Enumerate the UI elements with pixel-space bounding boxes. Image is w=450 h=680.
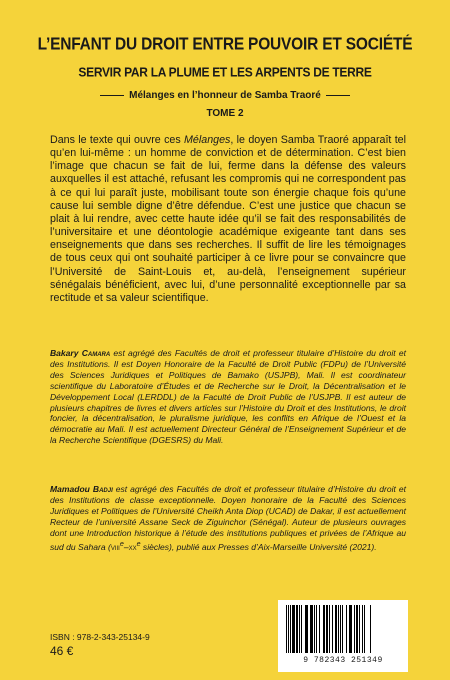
century-sup-1: e — [119, 539, 124, 548]
barcode — [278, 600, 408, 672]
century-end: xx — [128, 541, 137, 552]
intro-paragraph — [50, 134, 406, 305]
barcode-bar — [371, 605, 372, 653]
right-rule — [326, 95, 350, 96]
century-start: viii — [110, 541, 120, 552]
author-first-name: Bakary — [50, 348, 79, 358]
intro-text-rest: , le doyen Samba Traoré apparaît tel qu’en lui-même : un homme de conviction et de détermination. C’est bien l’image que chacun se fait de lui, ferme dans la défense des valeurs auxquelles il est attaché, refusant les compromis qui ne correspondent pas à ce qui lui paraît juste, mobilisant toute son énergie chaque fois qu’une cause lui semble digne d’être défendue. C’est une justice que chacun se plait à lui rendre, avec cette haute idée qu’il se fait des responsabilités de l’universitaire et une déontologie académique exigeante tant dans ses enseignements que dans ses recherches. Il suffit de lire les témoignages de tous ceux qui ont souhaité participer à ce livre pour se convaincre que l’Université de Saint-Louis et, au-delà, l’enseignement supérieur sénégalais bénéficient, avec lui, d’une personnalité exceptionnelle par sa rectitude et sa valeur scientifique. — [50, 134, 406, 304]
price-text: 46 € — [50, 644, 74, 658]
intro-text-start: Dans le texte qui ouvre ces — [50, 134, 185, 146]
book-subtitle: SERVIR PAR LA PLUME ET LES ARPENTS DE TERRE — [78, 64, 372, 80]
barcode-bars — [286, 605, 398, 653]
left-rule — [100, 95, 124, 96]
book-title: L’ENFANT DU DROIT ENTRE POUVOIR ET SOCIÉTÉ — [37, 34, 413, 55]
author-bio-badji — [50, 484, 406, 552]
intro-italic-term: Mélanges — [184, 134, 231, 146]
barcode-digits: 9 782343 251349 — [303, 656, 383, 665]
isbn-text: ISBN : 978-2-343-25134-9 — [50, 632, 150, 642]
author-last-name: Camara — [81, 348, 111, 358]
century-sup-2: e — [136, 539, 141, 548]
homage-line — [100, 88, 350, 102]
author-last-name: Badji — [92, 484, 113, 494]
author-bio-text: est agrégé des Facultés de droit et professeur titulaire d’Histoire du droit et des Institutions. Il est Doyen Honoraire de la Faculté de Droit Public (FDPu) de l’Université des Sciences Juridiques et Politiques de Bamako (USJPB), Mali. Il est coordinateur scientifique du Laboratoire d’Études et de Recherche sur le Droit, la Décentralisation et le Développement Local (LERDDL) de la Faculté de Droit Public de l’USJPB. Il est auteur de plusieurs chapitres de livres et divers articles sur l’Histoire du Droit et des Institutions, le droit foncier, la décentralisation, le pluralisme juridique, les conflits en Afrique de l’Ouest et la démocratie au Mali. Il est actuellement Directeur Général de l’Enseignement Supérieur et de la Recherche Scientifique (DGESRS) du Mali. — [50, 348, 407, 446]
homage-text: Mélanges en l’honneur de Samba Traoré — [129, 89, 321, 101]
tome-label: TOME 2 — [206, 108, 244, 119]
author-bio-text: est agrégé des Facultés de droit et professeur titulaire d’Histoire du droit et des Institutions de classe exceptionnelle. Doyen honoraire de la Faculté des Sciences Juridiques et Politiques de l’Université Cheikh Anta Diop (UCAD) de Dakar, il est actuellement Recteur de l’université Assane Seck de Ziguinchor (Sénégal). Auteur de plusieurs ouvrages dont une Introduction historique à l’étude des institutions publiques et privées de l’Afrique au sud du Sahara ( — [50, 484, 407, 552]
century-dash: – — [123, 541, 129, 552]
author-bio-text-end: siècles), publié aux Presses d’Aix-Marseille Université (2021). — [140, 541, 377, 552]
author-first-name: Mamadou — [50, 484, 90, 494]
author-bio-camara — [50, 348, 406, 446]
